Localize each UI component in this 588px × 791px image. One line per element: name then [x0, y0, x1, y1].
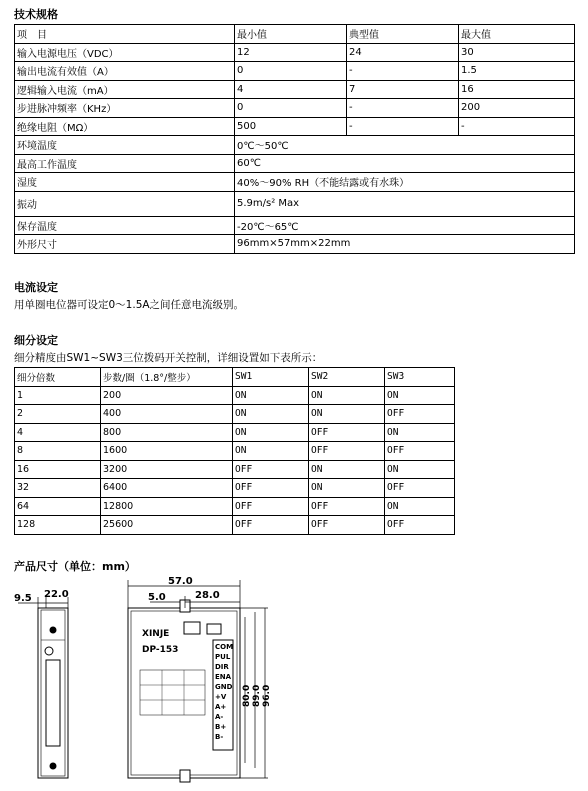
- table-cell: 16: [459, 80, 575, 99]
- header-cell: 细分倍数: [15, 368, 101, 387]
- header-cell: SW1: [233, 368, 309, 387]
- table-cell: 1: [15, 386, 101, 405]
- table-cell: 振动: [15, 191, 235, 216]
- front-dim-h1: 80.0: [242, 684, 252, 707]
- current-title: 电流设定: [14, 281, 58, 294]
- table-cell: 40%～90% RH（不能结露或有水珠）: [235, 173, 575, 192]
- table-cell: 32: [15, 479, 101, 498]
- table-cell: 800: [101, 423, 233, 442]
- table-cell: 7: [347, 80, 459, 99]
- front-view: [128, 600, 240, 782]
- table-cell: OFF: [309, 423, 385, 442]
- table-row: [15, 235, 575, 254]
- table-cell: 500: [235, 117, 347, 136]
- table-row: [15, 191, 575, 216]
- table-cell: ON: [233, 423, 309, 442]
- terminal-label: ENA: [215, 673, 232, 681]
- table-cell: ON: [309, 460, 385, 479]
- table-cell: 5.9m/s² Max: [235, 191, 575, 216]
- dimension-drawing: [0, 570, 588, 791]
- terminal-label: COM: [215, 643, 234, 651]
- table-cell: 12800: [101, 497, 233, 516]
- table-row: [15, 99, 575, 118]
- front-dimension-lines: [128, 580, 268, 778]
- table-cell: 6400: [101, 479, 233, 498]
- spec-title: 技术规格: [14, 8, 58, 21]
- header-cell: 最大值: [459, 25, 575, 44]
- table-cell: 1600: [101, 442, 233, 461]
- table-row: [15, 154, 575, 173]
- mount-slot-bottom: [180, 770, 190, 782]
- table-row: [15, 479, 455, 498]
- header-cell: 最小值: [235, 25, 347, 44]
- table-cell: ON: [385, 497, 455, 516]
- table-cell: 0: [235, 99, 347, 118]
- table-cell: 96mm×57mm×22mm: [235, 235, 575, 254]
- table-cell: ON: [385, 386, 455, 405]
- table-cell: 25600: [101, 516, 233, 535]
- model-label: DP-153: [142, 645, 179, 655]
- table-cell: OFF: [385, 405, 455, 424]
- table-row: [15, 516, 455, 535]
- table-cell: OFF: [309, 442, 385, 461]
- table-cell: OFF: [309, 497, 385, 516]
- side-screw-hole-top: [50, 627, 56, 633]
- subdivision-table: [14, 367, 455, 535]
- current-text: 用单圈电位器可设定0～1.5A之间任意电流级别。: [14, 299, 245, 311]
- terminal-label: A-: [215, 713, 224, 721]
- front-dim-2: 28.0: [195, 590, 220, 601]
- potentiometer-box-icon: [207, 624, 221, 634]
- table-cell: 输出电流有效值（A）: [15, 62, 235, 81]
- table-row: [15, 117, 575, 136]
- terminal-label: B-: [215, 733, 224, 741]
- table-cell: ON: [385, 460, 455, 479]
- table-row: [15, 386, 455, 405]
- header-cell: SW3: [385, 368, 455, 387]
- table-row: [15, 460, 455, 479]
- table-cell: 60℃: [235, 154, 575, 173]
- header-cell: SW2: [309, 368, 385, 387]
- table-cell: -: [459, 117, 575, 136]
- table-cell: 步进脉冲频率（KHz）: [15, 99, 235, 118]
- side-body-inner: [41, 610, 65, 776]
- terminal-labels: [215, 643, 233, 741]
- table-header-row: [15, 25, 575, 44]
- table-row: [15, 43, 575, 62]
- side-screw-hole-bottom: [50, 763, 56, 769]
- table-cell: -: [347, 62, 459, 81]
- side-dim-2: 22.0: [44, 589, 69, 600]
- table-cell: OFF: [385, 479, 455, 498]
- table-cell: OFF: [233, 516, 309, 535]
- table-cell: OFF: [233, 479, 309, 498]
- table-cell: 16: [15, 460, 101, 479]
- table-row: [15, 405, 455, 424]
- front-dim-width: 57.0: [168, 576, 193, 587]
- table-cell: 4: [15, 423, 101, 442]
- spec-table: [14, 24, 575, 254]
- table-cell: 30: [459, 43, 575, 62]
- front-dim-1: 5.0: [148, 592, 166, 603]
- subdivision-title: 细分设定: [14, 334, 58, 347]
- terminal-strip: [46, 660, 60, 746]
- table-cell: ON: [309, 386, 385, 405]
- table-cell: ON: [309, 405, 385, 424]
- table-cell: 12: [235, 43, 347, 62]
- table-cell: 128: [15, 516, 101, 535]
- table-row: [15, 136, 575, 155]
- table-cell: 200: [101, 386, 233, 405]
- brand-logo: XINJE: [142, 629, 170, 639]
- side-dim-1: 9.5: [14, 593, 32, 604]
- terminal-label: GND: [215, 683, 233, 691]
- dip-switch-icon: [184, 622, 200, 634]
- table-cell: ON: [385, 423, 455, 442]
- header-cell: 步数/圈（1.8°/整步）: [101, 368, 233, 387]
- dimensions-title: 产品尺寸（单位：mm）: [14, 560, 136, 573]
- table-row: [15, 62, 575, 81]
- side-view: [38, 608, 68, 778]
- table-cell: 最高工作温度: [15, 154, 235, 173]
- table-cell: 湿度: [15, 173, 235, 192]
- header-cell: 项 目: [15, 25, 235, 44]
- table-cell: 0: [235, 62, 347, 81]
- terminal-label: DIR: [215, 663, 229, 671]
- table-row: [15, 442, 455, 461]
- table-header-row: [15, 368, 455, 387]
- table-cell: 3200: [101, 460, 233, 479]
- table-cell: 8: [15, 442, 101, 461]
- terminal-label: B+: [215, 723, 227, 731]
- table-cell: 保存温度: [15, 216, 235, 235]
- table-cell: 逻辑输入电流（mA）: [15, 80, 235, 99]
- table-cell: ON: [233, 386, 309, 405]
- table-cell: 绝缘电阻（MΩ）: [15, 117, 235, 136]
- table-cell: 外形尺寸: [15, 235, 235, 254]
- terminal-label: A+: [215, 703, 227, 711]
- table-cell: OFF: [385, 442, 455, 461]
- table-cell: 1.5: [459, 62, 575, 81]
- subdivision-text: 细分精度由SW1~SW3三位拨码开关控制，详细设置如下表所示：: [14, 352, 323, 364]
- table-cell: OFF: [233, 497, 309, 516]
- table-cell: OFF: [233, 460, 309, 479]
- label-table-icon: [140, 670, 205, 715]
- table-cell: ON: [309, 479, 385, 498]
- terminal-label: PUL: [215, 653, 231, 661]
- table-row: [15, 80, 575, 99]
- table-cell: 输入电源电压（VDC）: [15, 43, 235, 62]
- table-cell: ON: [233, 442, 309, 461]
- table-row: [15, 497, 455, 516]
- potentiometer-icon: [45, 647, 53, 655]
- table-cell: 环境温度: [15, 136, 235, 155]
- table-cell: -: [347, 117, 459, 136]
- front-dim-h2: 89.0: [252, 684, 262, 707]
- table-cell: -20℃～65℃: [235, 216, 575, 235]
- table-cell: OFF: [385, 516, 455, 535]
- table-cell: OFF: [309, 516, 385, 535]
- table-row: [15, 423, 455, 442]
- front-dim-h3: 96.0: [262, 684, 272, 707]
- table-row: [15, 216, 575, 235]
- table-cell: 24: [347, 43, 459, 62]
- table-cell: -: [347, 99, 459, 118]
- table-cell: 400: [101, 405, 233, 424]
- terminal-label: +V: [215, 693, 227, 701]
- table-cell: 64: [15, 497, 101, 516]
- table-cell: ON: [233, 405, 309, 424]
- table-cell: 0℃～50℃: [235, 136, 575, 155]
- table-row: [15, 173, 575, 192]
- table-cell: 4: [235, 80, 347, 99]
- header-cell: 典型值: [347, 25, 459, 44]
- table-cell: 200: [459, 99, 575, 118]
- table-cell: 2: [15, 405, 101, 424]
